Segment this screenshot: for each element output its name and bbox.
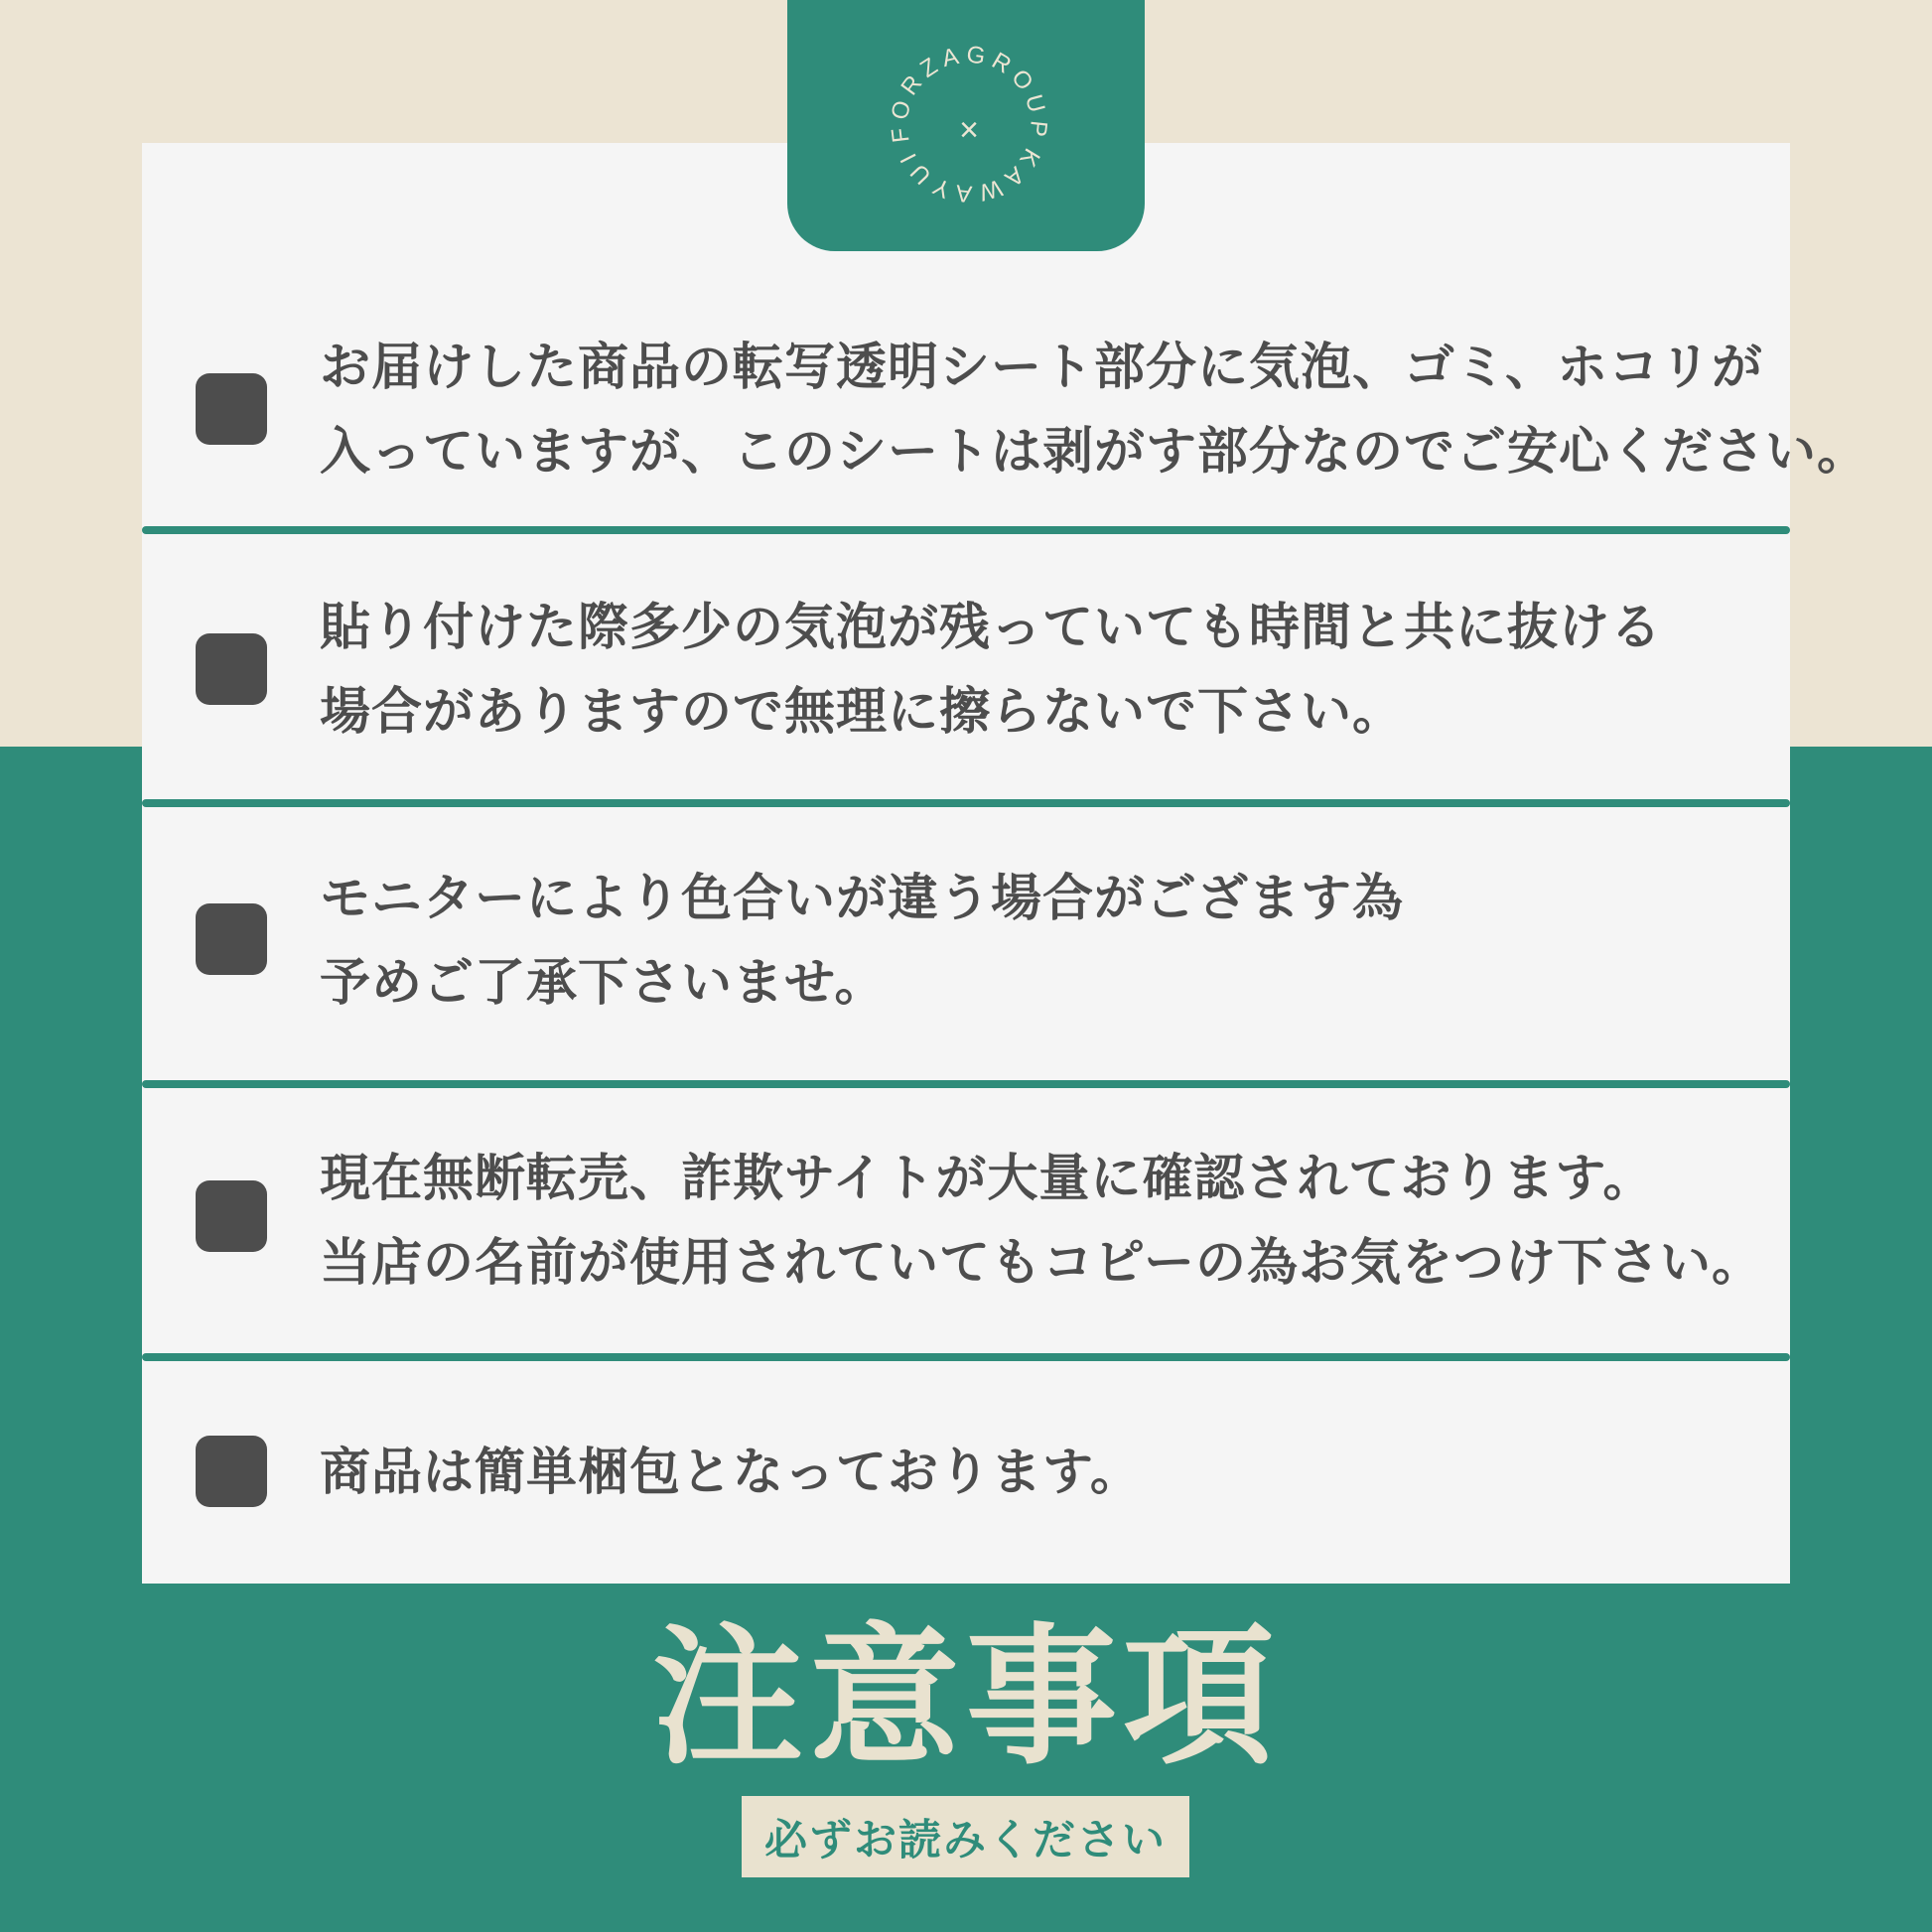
page-title: 注意事項 bbox=[652, 1613, 1280, 1782]
divider-line bbox=[142, 526, 1790, 534]
badge-x-icon: × bbox=[959, 111, 979, 149]
note-item bbox=[320, 325, 1869, 493]
note-line: 当店の名前が使用されていてもコピーの為お気をつけ下さい。 bbox=[320, 1234, 1763, 1291]
note-item bbox=[320, 585, 1780, 754]
brand-badge-logo bbox=[787, 0, 1145, 251]
note-line: 入っていますが、このシートは剥がす部分なのでご安心ください。 bbox=[320, 423, 1869, 480]
note-item bbox=[320, 1430, 1780, 1514]
checkbox-icon bbox=[196, 1436, 267, 1507]
note-line: 商品は簡単梱包となっております。 bbox=[320, 1444, 1142, 1500]
note-line: 貼り付けた際多少の気泡が残っていても時間と共に抜ける bbox=[320, 599, 1663, 655]
subtitle-text: 必ずお読みください bbox=[764, 1816, 1167, 1864]
checkbox-icon bbox=[196, 373, 267, 445]
note-line: 場合がありますので無理に擦らないで下さい。 bbox=[320, 683, 1405, 740]
checkbox-icon bbox=[196, 633, 267, 705]
brand-badge bbox=[787, 0, 1145, 251]
subtitle-banner bbox=[742, 1796, 1189, 1877]
checkbox-icon bbox=[196, 903, 267, 975]
note-item bbox=[320, 856, 1780, 1025]
note-line: モニターにより色合いが違う場合がござます為 bbox=[320, 870, 1405, 926]
note-item bbox=[320, 1136, 1780, 1305]
notes-card bbox=[142, 143, 1869, 1584]
checkbox-icon bbox=[196, 1180, 267, 1252]
note-line: 現在無断転売、詐欺サイトが大量に確認されております。 bbox=[320, 1150, 1655, 1206]
note-line: 予めご了承下さいませ。 bbox=[320, 954, 887, 1011]
badge-bottom-arc-text: KAWAYUI bbox=[893, 143, 1045, 207]
badge-top-arc-text: FORZAGROUP bbox=[886, 41, 1052, 145]
note-line: お届けした商品の転写透明シート部分に気泡、ゴミ、ホコリが bbox=[320, 339, 1763, 395]
divider-line bbox=[142, 1353, 1790, 1361]
divider-line bbox=[142, 799, 1790, 807]
divider-line bbox=[142, 1080, 1790, 1088]
